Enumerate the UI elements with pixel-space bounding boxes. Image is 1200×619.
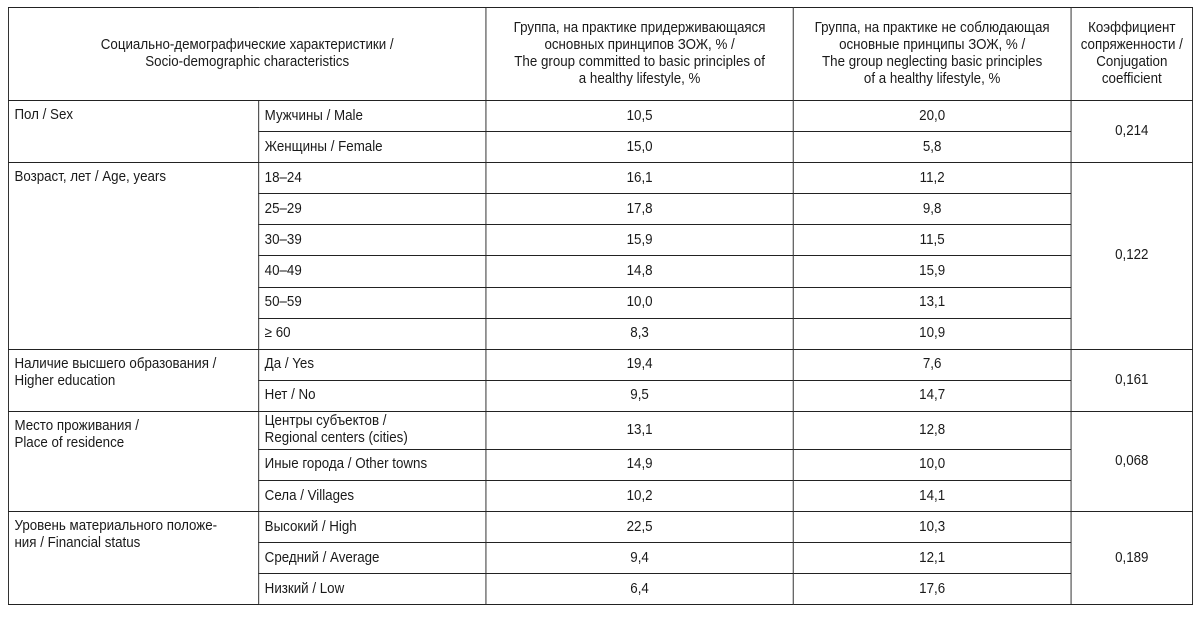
- table-row: [8, 512, 1192, 543]
- neglecting-value: 13,1: [793, 287, 1071, 318]
- table-row: [8, 163, 1192, 194]
- header-committed: Группа, на практике придерживающаяся основных принципов ЗОЖ, % / The group committed to basic principles of a healthy lifestyle, %: [486, 8, 793, 101]
- neglecting-value: 10,0: [793, 449, 1071, 480]
- coefficient-value: 0,161: [1071, 349, 1192, 411]
- coefficient-value: 0,189: [1071, 512, 1192, 605]
- subgroup-label: Да / Yes: [259, 349, 486, 380]
- committed-value: 9,5: [486, 380, 793, 411]
- neglecting-value: 9,8: [793, 194, 1071, 225]
- committed-value: 15,0: [486, 132, 793, 163]
- committed-value: 22,5: [486, 512, 793, 543]
- coefficient-value: 0,068: [1071, 411, 1192, 511]
- subgroup-label: Мужчины / Male: [259, 101, 486, 132]
- neglecting-value: 14,1: [793, 481, 1071, 512]
- table-row: [8, 411, 1192, 449]
- subgroup-label: 25–29: [259, 194, 486, 225]
- table-row: [8, 349, 1192, 380]
- subgroup-label: Села / Villages: [259, 481, 486, 512]
- neglecting-value: 10,9: [793, 318, 1071, 349]
- group-label: Возраст, лет / Age, years: [8, 163, 258, 350]
- neglecting-value: 20,0: [793, 101, 1071, 132]
- committed-value: 13,1: [486, 411, 793, 449]
- neglecting-value: 12,8: [793, 411, 1071, 449]
- committed-value: 8,3: [486, 318, 793, 349]
- committed-value: 17,8: [486, 194, 793, 225]
- committed-value: 10,5: [486, 101, 793, 132]
- committed-value: 10,0: [486, 287, 793, 318]
- committed-value: 10,2: [486, 481, 793, 512]
- header-coefficient: Коэффициент сопряженности / Conjugation coefficient: [1071, 8, 1192, 101]
- coefficient-value: 0,122: [1071, 163, 1192, 350]
- group-label: Пол / Sex: [8, 101, 258, 163]
- neglecting-value: 17,6: [793, 574, 1071, 605]
- table-row: [8, 101, 1192, 132]
- committed-value: 16,1: [486, 163, 793, 194]
- table-body: [8, 101, 1192, 605]
- subgroup-label: Нет / No: [259, 380, 486, 411]
- neglecting-value: 10,3: [793, 512, 1071, 543]
- subgroup-label: 18–24: [259, 163, 486, 194]
- subgroup-label: Иные города / Other towns: [259, 449, 486, 480]
- subgroup-label: ≥ 60: [259, 318, 486, 349]
- committed-value: 6,4: [486, 574, 793, 605]
- subgroup-label: 30–39: [259, 225, 486, 256]
- neglecting-value: 14,7: [793, 380, 1071, 411]
- subgroup-label: Высокий / High: [259, 512, 486, 543]
- group-label: Наличие высшего образования / Higher education: [8, 349, 258, 411]
- committed-value: 14,9: [486, 449, 793, 480]
- committed-value: 14,8: [486, 256, 793, 287]
- coefficient-value: 0,214: [1071, 101, 1192, 163]
- group-label: Место проживания / Place of residence: [8, 411, 258, 511]
- neglecting-value: 11,2: [793, 163, 1071, 194]
- subgroup-label: Женщины / Female: [259, 132, 486, 163]
- header-characteristics: Социально-демографические характеристики / Socio-demographic characteristics: [8, 8, 485, 101]
- header-neglecting: Группа, на практике не соблюдающая основные принципы ЗОЖ, % / The group neglecting basic principles of a healthy lifestyle, %: [793, 8, 1071, 101]
- subgroup-label: Низкий / Low: [259, 574, 486, 605]
- committed-value: 9,4: [486, 543, 793, 574]
- neglecting-value: 12,1: [793, 543, 1071, 574]
- subgroup-label: 50–59: [259, 287, 486, 318]
- lifestyle-table: [8, 7, 1193, 605]
- committed-value: 19,4: [486, 349, 793, 380]
- subgroup-label: 40–49: [259, 256, 486, 287]
- group-label: Уровень материального положе- ния / Financial status: [8, 512, 258, 605]
- neglecting-value: 15,9: [793, 256, 1071, 287]
- neglecting-value: 7,6: [793, 349, 1071, 380]
- header-row: [8, 8, 1192, 101]
- subgroup-label: Средний / Average: [259, 543, 486, 574]
- committed-value: 15,9: [486, 225, 793, 256]
- subgroup-label: Центры субъектов / Regional centers (cities): [259, 411, 486, 449]
- neglecting-value: 11,5: [793, 225, 1071, 256]
- neglecting-value: 5,8: [793, 132, 1071, 163]
